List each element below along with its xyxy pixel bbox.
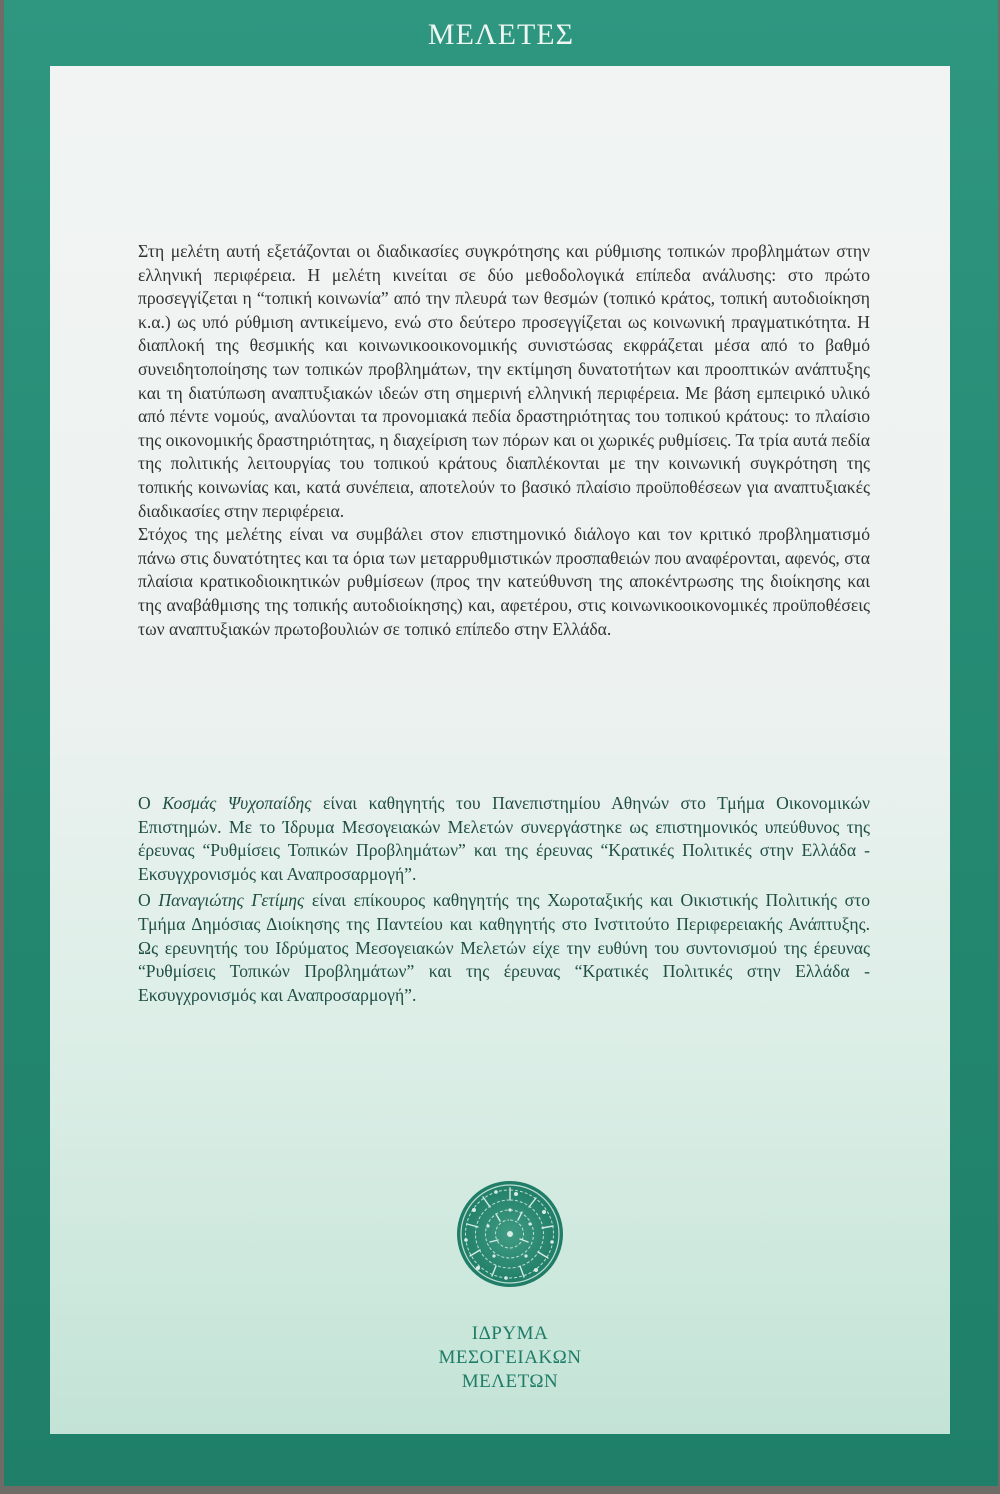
author-2-prefix: Ο	[138, 890, 159, 911]
author-1-name: Κοσμάς Ψυχοπαίδης	[162, 793, 312, 813]
abstract-paragraph-2: Στόχος της μελέτης είναι να συμβάλει στον επιστημονικό διάλογο και τον κριτικό προβληματισμό πάνω στις δυνατότητες και τα όρια των μεταρρυθμιστικών προσπαθειών που αναφέρονται, αφενός, στα πλαίσια κρατικοδιοικητικών ρυθμίσεων (προς την κατεύθυνση της αποκέντρωσης της διοίκησης και της αναβάθμισης της τοπικής αυτοδιοίκησης) και, αφετέρου, στις κοινωνικοοικονομικές προϋποθέσεις των αναπτυξιακών πρωτοβουλιών σε τοπικό επίπεδο στην Ελλάδα.	[138, 524, 870, 639]
author-1-text: είναι καθηγητής του Πανεπιστημίου Αθηνών στο Τμήμα Οικονομικών Επιστημών. Με το Ίδρυμα Μεσογειακών Μελετών συνεργάστηκε ως επιστημονικός υπεύθυνος της έρευνας “Ρυθμίσεις Τοπικών Προβλημάτων” και της έρευνας “Κρατικές Πολιτικές στην Ελλάδα - Εκσυγχρονισμός και Αναπροσαρμογή”.	[138, 793, 871, 884]
abstract-paragraph-1: Στη μελέτη αυτή εξετάζονται οι διαδικασίες συγκρότησης και ρύθμισης τοπικών προβλημάτων στην ελληνική περιφέρεια. Η μελέτη κινείται σε δύο μεθοδολογικά επίπεδα ανάλυσης: στο πρώτο προσεγγίζεται η “τοπική κοινωνία” από την πλευρά των θεσμών (τοπικό κράτος, τοπική αυτοδιοίκηση κ.α.) ως υπό ρύθμιση αντικείμενο, ενώ στο δεύτερο προσεγγίζεται ως κοινωνική πραγματικότητα. Η διαπλοκή της θεσμικής και κοινωνικοοικονομικής συνιστώσας εκφράζεται μέσα από το βαθμό συνειδητοποίησης των τοπικών προβλημάτων, την εκτίμηση δυνατοτήτων και προοπτικών ανάπτυξης και τη διατύπωση αναπτυξιακών ιδεών στη σημερινή ελληνική περιφέρεια. Με βάση εμπειρικό υλικό από πέντε νομούς, αναλύονται τα προνομιακά πεδία δραστηριότητας του τοπικού κράτους: το πλαίσιο της οικονομικής δραστηριότητας, η διαχείριση των πόρων και οι χωρικές ρυθμίσεις. Τα τρία αυτά πεδία της πολιτικής λειτουργίας του τοπικού κράτους διαπλέκονται με την κοινωνική συγκρότηση της τοπικής κοινωνίας και, κατά συνέπεια, αποτελούν το βασικό πλαίσιο προϋποθέσεων για αναπτυξιακές διαδικασίες στην περιφέρεια.	[138, 241, 870, 521]
author-bio-1	[138, 792, 870, 886]
author-1-prefix: Ο	[138, 793, 163, 813]
author-2-name: Παναγιώτης Γετίμης	[158, 890, 305, 911]
author-bios	[138, 792, 870, 1007]
publisher-line-2: ΜΕΣΟΓΕΙΑΚΩΝ	[438, 1347, 582, 1368]
abstract	[138, 240, 870, 641]
publisher-line-1: ΙΔΡΥΜΑ	[471, 1323, 549, 1344]
author-bio-2	[138, 889, 870, 1007]
publisher-name	[0, 1322, 1000, 1394]
phaistos-disc-icon	[456, 1180, 564, 1288]
author-2-text: είναι επίκουρος καθηγητής της Χωροταξικής και Οικιστικής Πολιτικής στο Τμήμα Δημόσιας Διοίκησης της Παντείου και καθηγητής στο Ινστιτούτο Περιφερειακής Ανάπτυξης. Ως ερευνητής του Ιδρύματος Μεσογειακών Μελετών είχε την ευθύνη του συντονισμού της έρευνας “Ρυθμίσεις Τοπικών Προβλημάτων” και της έρευνας “Κρατικές Πολιτικές στην Ελλάδα - Εκσυγχρονισμός και Αναπροσαρμογή”.	[138, 890, 870, 1005]
publisher-line-3: ΜΕΛΕΤΩΝ	[461, 1371, 559, 1392]
series-title: ΜΕΛΕΤΕΣ	[427, 18, 575, 51]
